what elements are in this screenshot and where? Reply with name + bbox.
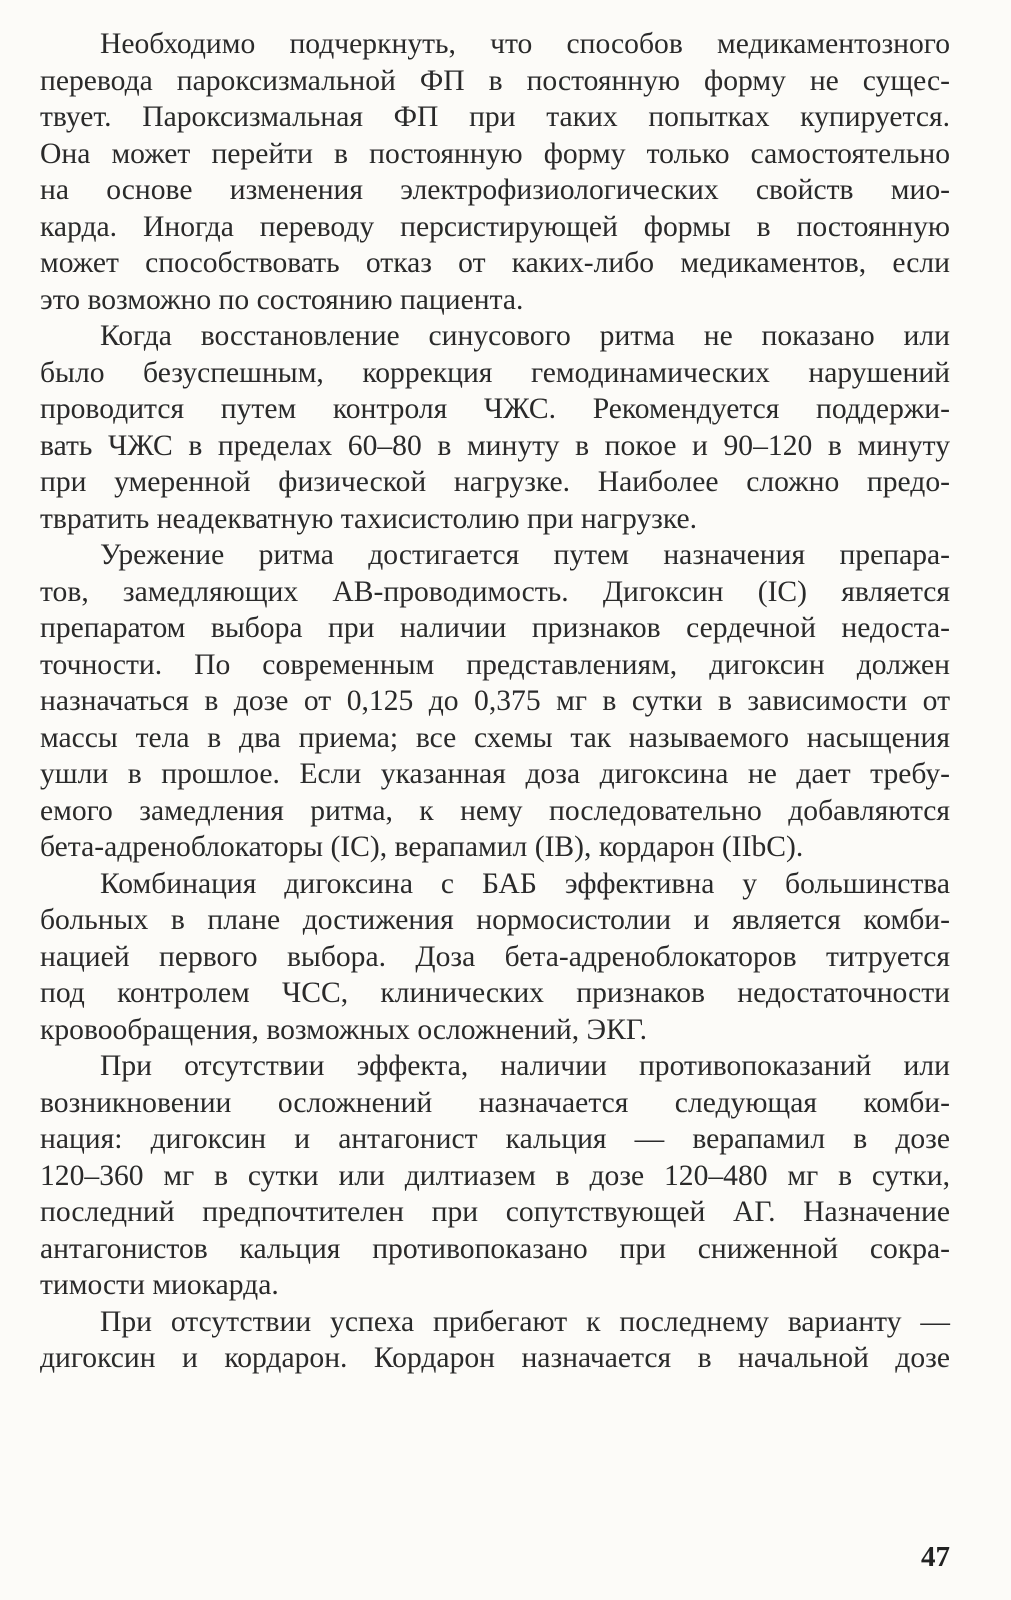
page-number: 47 <box>921 1541 950 1573</box>
text-line: последний предпочтителен при сопутствующей АГ. Назначение <box>40 1196 950 1228</box>
paragraph <box>40 1304 950 1377</box>
text-line: вать ЧЖС в пределах 60–80 в минуту в покое и 90–120 в минуту <box>40 429 950 462</box>
text-line: может способствовать отказ от каких-либо медикаментов, если <box>40 247 950 279</box>
text-line: антагонистов кальция противопоказано при сниженной сокра- <box>40 1232 950 1265</box>
text-line: Урежение ритма достигается путем назначения препара- <box>100 539 950 571</box>
text-line: карда. Иногда переводу персистирующей формы в постоянную <box>40 210 950 243</box>
text-line: нация: дигоксин и антагонист кальция — верапамил в дозе <box>40 1123 950 1155</box>
text-line: было безуспешным, коррекция гемодинамических нарушений <box>40 356 950 389</box>
text-line: на основе изменения электрофизиологических свойств мио- <box>40 174 950 206</box>
text-line: нацией первого выбора. Доза бета-адреноблокаторов титруется <box>40 940 950 973</box>
text-line: Она может перейти в постоянную форму только самостоятельно <box>40 137 950 170</box>
text-line: больных в плане достижения нормосистолии и является комби- <box>40 904 950 936</box>
text-line: массы тела в два приема; все схемы так называемого насыщения <box>40 721 950 754</box>
text-line: Когда восстановление синусового ритма не показано или <box>100 320 950 352</box>
text-line: возникновении осложнений назначается следующая комби- <box>40 1086 950 1119</box>
text-line: перевода пароксизмальной ФП в постоянную форму не сущес- <box>40 64 950 97</box>
text-line: препаратом выбора при наличии признаков сердечной недоста- <box>40 612 950 644</box>
text-line: назначаться в дозе от 0,125 до 0,375 мг в сутки в зависимости от <box>40 685 950 717</box>
paragraph <box>40 866 950 1049</box>
text-line: При отсутствии успеха прибегают к последнему варианту — <box>100 1305 950 1338</box>
text-line: при умеренной физической нагрузке. Наиболее сложно предо- <box>40 466 950 498</box>
text-line: При отсутствии эффекта, наличии противопоказаний или <box>100 1050 950 1082</box>
text-line: кровообращения, возможных осложнений, ЭКГ. <box>40 1013 647 1046</box>
text-line: твует. Пароксизмальная ФП при таких попытках купируется. <box>40 101 950 133</box>
text-line: тов, замедляющих АВ-проводимость. Дигоксин (IC) является <box>40 575 950 608</box>
text-line: это возможно по состоянию пациента. <box>40 283 524 316</box>
body-text <box>40 26 950 1377</box>
text-line: тимости миокарда. <box>40 1269 279 1301</box>
text-line: твратить неадекватную тахисистолию при нагрузке. <box>40 502 698 535</box>
text-line: точности. По современным представлениям, дигоксин должен <box>40 648 950 681</box>
text-line: ушли в прошлое. Если указанная доза дигоксина не дает требу- <box>40 758 950 790</box>
text-line: проводится путем контроля ЧЖС. Рекомендуется поддержи- <box>40 393 950 425</box>
text-line: 120–360 мг в сутки или дилтиазем в дозе 120–480 мг в сутки, <box>40 1159 950 1192</box>
text-line: под контролем ЧСС, клинических признаков недостаточности <box>40 977 950 1009</box>
text-line: бета-адреноблокаторы (IC), верапамил (IB), кордарон (IIbC). <box>40 831 804 863</box>
paragraph <box>40 318 950 537</box>
text-line: емого замедления ритма, к нему последовательно добавляются <box>40 794 950 827</box>
paragraph <box>40 1048 950 1304</box>
text-line: Комбинация дигоксина с БАБ эффективна у большинства <box>100 867 950 900</box>
text-line: дигоксин и кордарон. Кордарон назначается в начальной дозе <box>40 1342 950 1374</box>
paragraph <box>40 537 950 866</box>
text-line: Необходимо подчеркнуть, что способов медикаментозного <box>100 28 950 60</box>
paragraph <box>40 26 950 318</box>
